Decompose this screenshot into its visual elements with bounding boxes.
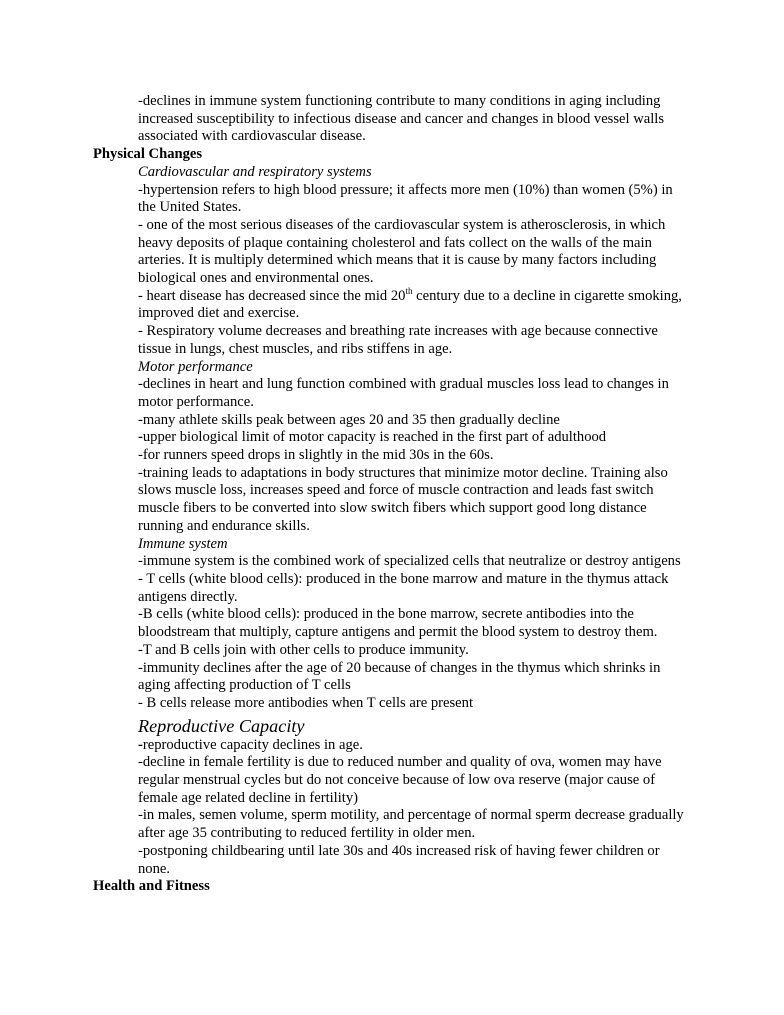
repro-first-dash: - [138,736,143,753]
intro-paragraph: -declines in immune system functioning contribute to many conditions in aging including increased susceptibility to infectious disease and cancer and changes in blood vessel walls associated with cardiovascular disease. [138,93,665,145]
document-page [0,93,784,896]
cardio-paragraph-hypertension: -hypertension refers to high blood pressure; it affects more men (10%) than women (5%) in the United States. [138,181,673,216]
heart-text-end: century due to a decline in cigarette smoking, improved diet and exercise. [138,287,682,322]
cardio-paragraph-atherosclerosis: - one of the most serious diseases of the cardiovascular system is atherosclerosis, in which heavy deposits of plaque containing cholesterol and fats collect on the walls of the main arteries. It is multiply determined which means that it is cause by many factors including biological ones and environmental ones. [138,216,666,287]
immune-paragraph-decline: -immunity declines after the age of 20 because of changes in the thymus which shrinks in aging affecting production of T cells [138,659,661,694]
cardio-subheading: Cardiovascular and respiratory systems [138,163,372,180]
repro-paragraph-postponing: -postponing childbearing until late 30s and 40s increased risk of having fewer children or none. [138,842,660,877]
motor-paragraph-athlete: -many athlete skills peak between ages 20 and 35 then gradually decline [138,411,560,428]
physical-changes-heading: Physical Changes [93,146,203,163]
immune-paragraph-t-cells: - T cells (white blood cells): produced in the bone marrow and mature in the thymus attack antigens directly. [138,570,669,605]
cardio-paragraph-respiratory: - Respiratory volume decreases and breathing rate increases with age because connective tissue in lungs, chest muscles, and ribs stiffens in age. [138,323,658,357]
motor-paragraph-runners: -for runners speed drops in slightly in the mid 30s in the 60s. [138,447,494,464]
repro-paragraph-decline [0,737,690,755]
reproductive-subheading: Reproductive Capacity [138,715,305,736]
immune-paragraph-definition: -immune system is the combined work of specialized cells that neutralize or destroy antigens [138,553,681,570]
heart-text-start: - heart disease has decreased since the mid 20 [138,287,406,304]
heart-superscript: th [405,285,413,296]
repro-paragraph-female: -decline in female fertility is due to reduced number and quality of ova, women may have regular menstrual cycles but do not conceive because of low ova reserve (major cause of female age related decline in fertility) [138,754,662,806]
immune-subheading: Immune system [138,535,228,552]
repro-first-text: reproductive capacity declines in age. [142,736,363,753]
motor-upper-text: upper biological limit of motor capacity is reached in the first part of adulthood [142,429,607,446]
motor-paragraph-upper-limit [0,429,690,447]
motor-paragraph-decline: -declines in heart and lung function combined with gradual muscles loss lead to changes in motor performance. [138,376,669,410]
immune-paragraph-b-cells: -B cells (white blood cells): produced in the bone marrow, secrete antibodies into the bloodstream that multiply, capture antigens and permit the blood system to destroy them. [138,606,658,641]
immune-paragraph-antibodies: - B cells release more antibodies when T cells are present [138,694,473,711]
motor-upper-dash: - [138,429,143,446]
motor-subheading: Motor performance [138,358,253,375]
health-fitness-heading: Health and Fitness [93,878,210,895]
cardio-paragraph-heart-disease [0,285,690,323]
repro-paragraph-male: -in males, semen volume, sperm motility, and percentage of normal sperm decrease gradually after age 35 contributing to reduced fertility in older men. [138,807,684,842]
motor-paragraph-training: -training leads to adaptations in body structures that minimize motor decline. Training also slows muscle loss, increases speed and force of muscle contraction and leads fast switch muscle fibers to be converted into slow switch fibers which support good long distance running and endurance skills. [138,464,668,534]
immune-paragraph-join: -T and B cells join with other cells to produce immunity. [138,641,469,658]
